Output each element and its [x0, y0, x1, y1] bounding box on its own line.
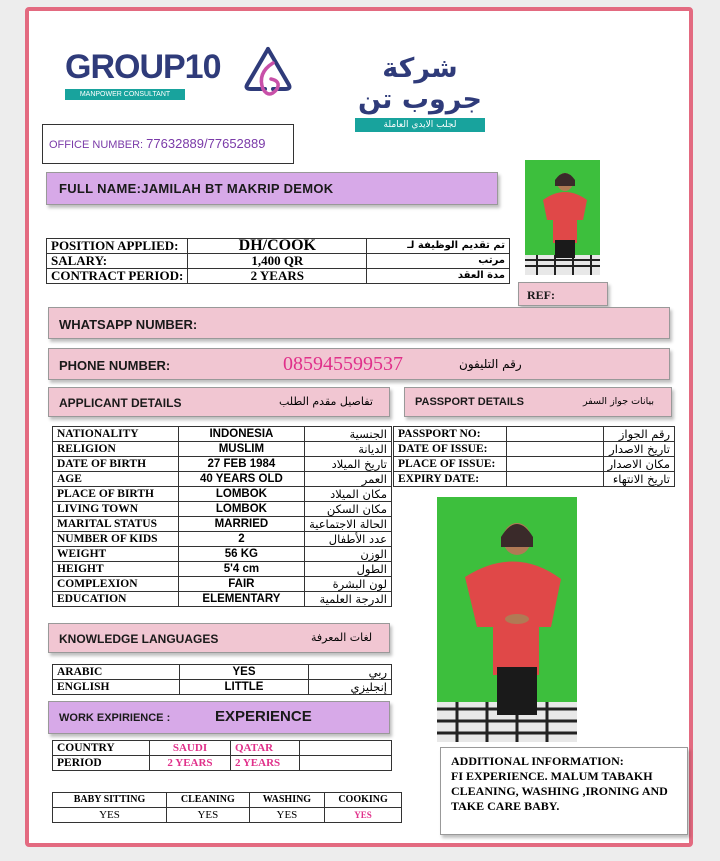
english-value: LITTLE — [180, 680, 309, 695]
table-row — [53, 793, 402, 808]
age-ar: العمر — [305, 472, 392, 487]
english-ar: إنجليزي — [309, 680, 392, 695]
skill-washing-value: YES — [249, 808, 324, 823]
table-row — [394, 442, 675, 457]
applicant-details-ar: تفاصيل مقدم الطلب — [279, 395, 373, 408]
education-value: ELEMENTARY — [178, 592, 304, 607]
passport-no-label: PASSPORT NO: — [394, 427, 507, 442]
table-row — [53, 457, 392, 472]
skills-table — [52, 792, 402, 823]
phone-label: PHONE NUMBER: — [59, 358, 171, 373]
religion-ar: الديانة — [305, 442, 392, 457]
phone-band — [48, 348, 670, 380]
arabic-company-subtitle: لجلب الايدي العاملة — [355, 118, 485, 132]
phone-value: 085945599537 — [283, 353, 403, 375]
education-ar: الدرجة العلمية — [305, 592, 392, 607]
kids-ar: عدد الأطفال — [305, 532, 392, 547]
position-table — [46, 238, 510, 284]
full-name: FULL NAME:JAMILAH BT MAKRIP DEMOK — [59, 181, 334, 196]
table-row — [47, 269, 510, 284]
office-number-value: 77632889/77652889 — [146, 136, 266, 151]
languages-ar: لغات المعرفة — [311, 631, 373, 644]
phone-ar: رقم التليفون — [459, 357, 522, 371]
ref-label: REF: — [527, 288, 555, 302]
arabic-value: YES — [180, 665, 309, 680]
passport-no-ar: رقم الجواز — [603, 427, 674, 442]
passport-no-value — [506, 427, 603, 442]
whatsapp-label: WHATSAPP NUMBER: — [59, 317, 198, 332]
table-row — [53, 808, 402, 823]
issue-date-value — [506, 442, 603, 457]
table-row — [53, 472, 392, 487]
additional-info-text: FI EXPERIENCE. MALUM TABAKH CLEANING, WASHING ,IRONING AND TAKE CARE BABY. — [451, 769, 668, 813]
table-row — [53, 427, 392, 442]
english-label: ENGLISH — [53, 680, 180, 695]
experience-title: EXPERIENCE — [215, 708, 312, 725]
period-2: 2 YEARS — [231, 756, 300, 771]
kids-value: 2 — [178, 532, 304, 547]
nationality-ar: الجنسية — [305, 427, 392, 442]
nationality-value: INDONESIA — [178, 427, 304, 442]
marital-value: MARRIED — [178, 517, 304, 532]
birthplace-value: LOMBOK — [178, 487, 304, 502]
table-row — [394, 472, 675, 487]
country-1: SAUDI — [150, 741, 231, 756]
living-town-label: LIVING TOWN — [53, 502, 179, 517]
table-row — [53, 756, 392, 771]
period-label: PERIOD — [53, 756, 150, 771]
weight-value: 56 KG — [178, 547, 304, 562]
brand-subtitle: MANPOWER CONSULTANT — [65, 89, 185, 100]
arabic-label: ARABIC — [53, 665, 180, 680]
height-label: HEIGHT — [53, 562, 179, 577]
table-row — [53, 665, 392, 680]
country-2: QATAR — [231, 741, 300, 756]
age-label: AGE — [53, 472, 179, 487]
table-row — [53, 680, 392, 695]
passport-table — [393, 426, 675, 487]
arabic-logo — [355, 53, 485, 132]
table-row — [394, 457, 675, 472]
applicant-details-label: APPLICANT DETAILS — [59, 396, 182, 410]
additional-info-box — [440, 747, 688, 835]
expiry-ar: تاريخ الانتهاء — [603, 472, 674, 487]
dob-label: DATE OF BIRTH — [53, 457, 179, 472]
passport-details-label: PASSPORT DETAILS — [415, 396, 524, 408]
weight-ar: الوزن — [305, 547, 392, 562]
education-label: EDUCATION — [53, 592, 179, 607]
skill-babysitting-value: YES — [53, 808, 167, 823]
contract-value: 2 YEARS — [188, 269, 367, 284]
age-value: 40 YEARS OLD — [178, 472, 304, 487]
salary-ar: مرتب — [367, 254, 510, 269]
contract-label: CONTRACT PERIOD: — [47, 269, 188, 284]
kids-label: NUMBER OF KIDS — [53, 532, 179, 547]
complexion-label: COMPLEXION — [53, 577, 179, 592]
skill-washing-label: WASHING — [249, 793, 324, 808]
dob-value: 27 FEB 1984 — [178, 457, 304, 472]
passport-details-band — [404, 387, 672, 417]
skill-cooking-label: COOKING — [325, 793, 402, 808]
ref-band — [518, 282, 608, 306]
height-value: 5'4 cm — [178, 562, 304, 577]
table-row — [53, 547, 392, 562]
expiry-value — [506, 472, 603, 487]
applicant-details-band — [48, 387, 390, 417]
table-row — [53, 577, 392, 592]
languages-label: KNOWLEDGE LANGUAGES — [59, 632, 219, 646]
issue-place-label: PLACE OF ISSUE: — [394, 457, 507, 472]
applicant-photo-large — [437, 497, 577, 742]
full-name-band — [46, 172, 498, 205]
table-row — [47, 254, 510, 269]
whatsapp-band — [48, 307, 670, 339]
skill-cooking-value: YES — [325, 808, 402, 823]
applicant-table — [52, 426, 392, 607]
table-row — [53, 502, 392, 517]
living-town-value: LOMBOK — [178, 502, 304, 517]
languages-table — [52, 664, 392, 695]
complexion-ar: لون البشرة — [305, 577, 392, 592]
period-3 — [300, 756, 392, 771]
additional-info-title: ADDITIONAL INFORMATION: — [451, 754, 624, 768]
brand-name: GROUP10 — [65, 48, 221, 86]
salary-label: SALARY: — [47, 254, 188, 269]
office-number-label: OFFICE NUMBER: — [49, 139, 147, 151]
applicant-photo-small — [525, 160, 600, 275]
birthplace-ar: مكان الميلاد — [305, 487, 392, 502]
position-value: DH/COOK — [188, 239, 367, 254]
weight-label: WEIGHT — [53, 547, 179, 562]
salary-value: 1,400 QR — [188, 254, 367, 269]
arabic-ar: ربي — [309, 665, 392, 680]
group10-logo — [65, 48, 221, 100]
contract-ar: مدة العقد — [367, 269, 510, 284]
expiry-label: EXPIRY DATE: — [394, 472, 507, 487]
work-table — [52, 740, 392, 771]
position-label: POSITION APPLIED: — [47, 239, 188, 254]
position-ar: تم تقديم الوظيفة لـ — [367, 239, 510, 254]
marital-ar: الحالة الاجتماعية — [305, 517, 392, 532]
issue-place-ar: مكان الاصدار — [603, 457, 674, 472]
work-experience-band — [48, 701, 390, 734]
religion-label: RELIGION — [53, 442, 179, 457]
table-row — [53, 487, 392, 502]
marital-label: MARITAL STATUS — [53, 517, 179, 532]
table-row — [53, 517, 392, 532]
table-row — [53, 741, 392, 756]
emblem-icon — [243, 45, 293, 103]
complexion-value: FAIR — [178, 577, 304, 592]
table-row — [53, 592, 392, 607]
period-1: 2 YEARS — [150, 756, 231, 771]
skill-cleaning-label: CLEANING — [167, 793, 250, 808]
issue-date-label: DATE OF ISSUE: — [394, 442, 507, 457]
skill-babysitting-label: BABY SITTING — [53, 793, 167, 808]
country-label: COUNTRY — [53, 741, 150, 756]
passport-details-ar: بيانات جواز السفر — [583, 396, 654, 407]
skill-cleaning-value: YES — [167, 808, 250, 823]
issue-place-value — [506, 457, 603, 472]
height-ar: الطول — [305, 562, 392, 577]
dob-ar: تاريخ الميلاد — [305, 457, 392, 472]
table-row — [53, 532, 392, 547]
work-experience-label: WORK EXPIRIENCE : — [59, 712, 171, 724]
table-row — [53, 442, 392, 457]
languages-band — [48, 623, 390, 653]
birthplace-label: PLACE OF BIRTH — [53, 487, 179, 502]
living-town-ar: مكان السكن — [305, 502, 392, 517]
nationality-label: NATIONALITY — [53, 427, 179, 442]
table-row — [47, 239, 510, 254]
table-row — [394, 427, 675, 442]
religion-value: MUSLIM — [178, 442, 304, 457]
issue-date-ar: تاريخ الاصدار — [603, 442, 674, 457]
table-row — [53, 562, 392, 577]
office-number-box — [42, 124, 294, 164]
country-3 — [300, 741, 392, 756]
arabic-company-name: شركة جروب تن — [357, 53, 482, 115]
